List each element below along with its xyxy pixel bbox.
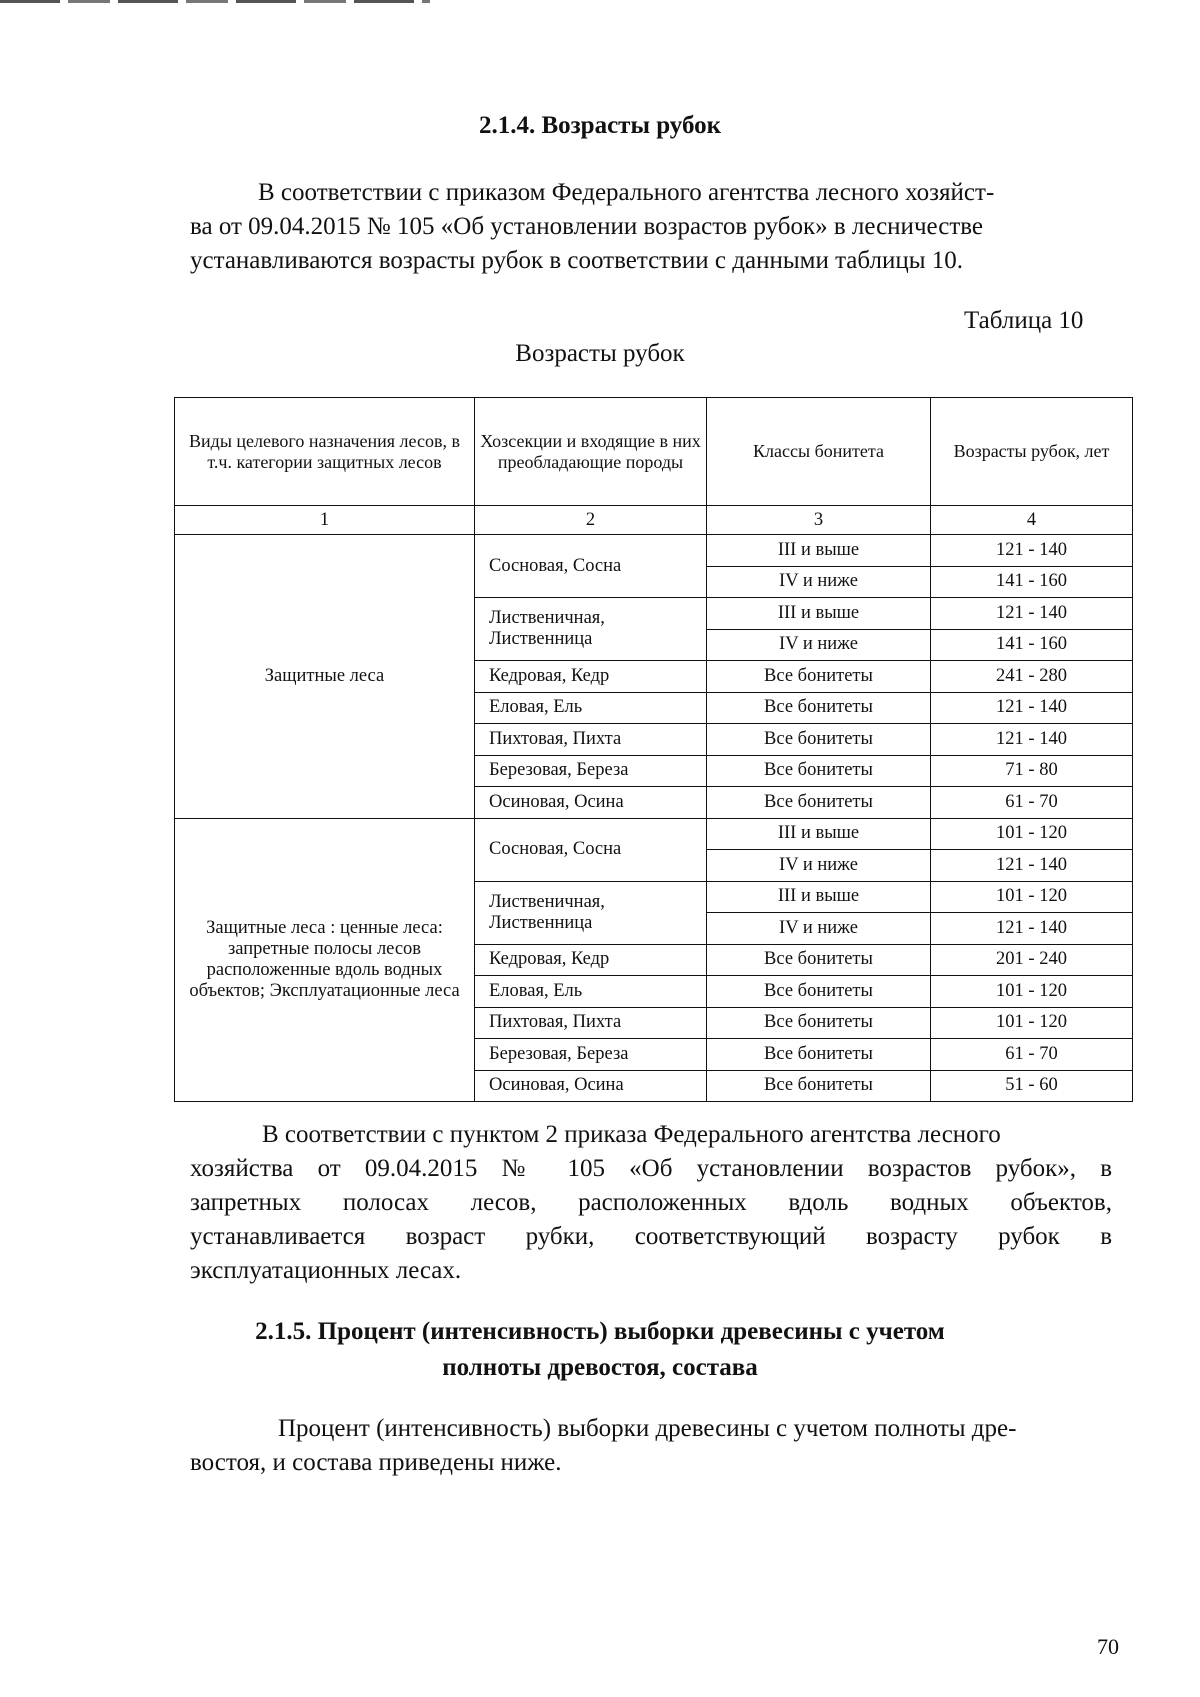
category-cell: Защитные леса — [175, 535, 475, 819]
section-cell: Кедровая, Кедр — [475, 944, 707, 976]
class-cell: Все бонитеты — [707, 755, 931, 787]
age-cell: 101 - 120 — [931, 881, 1133, 913]
class-cell: III и выше — [707, 818, 931, 850]
age-cell: 71 - 80 — [931, 755, 1133, 787]
column-number: 2 — [475, 506, 707, 535]
intro-line-3: устанавливаются возрасты рубок в соответствии с данными таблицы 10. — [190, 247, 964, 274]
age-cell: 121 - 140 — [931, 692, 1133, 724]
class-cell: Все бонитеты — [707, 1070, 931, 1102]
class-cell: IV и ниже — [707, 850, 931, 882]
section-cell: Березовая, Береза — [475, 755, 707, 787]
after-line-5: эксплуатационных лесах. — [190, 1257, 462, 1284]
header-purpose: Виды целевого назначения лесов, в т.ч. категории защитных лесов — [175, 398, 475, 506]
class-cell: IV и ниже — [707, 629, 931, 661]
age-cell: 51 - 60 — [931, 1070, 1133, 1102]
age-cell: 121 - 140 — [931, 913, 1133, 945]
section-cell: Еловая, Ель — [475, 976, 707, 1008]
section-heading-2-1-4: 2.1.4. Возрасты рубок — [478, 112, 722, 139]
intro-line-2: ва от 09.04.2015 № 105 «Об установлении возрастов рубок» в лесничестве — [190, 213, 984, 240]
after-line-4: устанавливается возраст рубки, соответствующий возрасту рубок в — [190, 1223, 1112, 1250]
table-row — [175, 818, 1133, 850]
class-cell: III и выше — [707, 535, 931, 567]
age-cell: 141 - 160 — [931, 629, 1133, 661]
table-number-label: Таблица 10 — [964, 307, 1084, 334]
column-number: 1 — [175, 506, 475, 535]
section-cell: Осиновая, Осина — [475, 1070, 707, 1102]
category-cell: Защитные леса : ценные леса: запретные полосы лесов расположенные вдоль водных объектов; Эксплуатационные леса — [175, 818, 475, 1102]
intro-paragraph — [190, 176, 1110, 278]
class-cell: Все бонитеты — [707, 944, 931, 976]
section-cell: Сосновая, Сосна — [475, 818, 707, 881]
header-age: Возрасты рубок, лет — [931, 398, 1133, 506]
intro-line-1: В соответствии с приказом Федерального агентства лесного хозяйст- — [258, 179, 995, 206]
after-line-1: В соответствии с пунктом 2 приказа Федерального агентства лесного — [262, 1121, 1001, 1148]
table-header-row — [175, 398, 1133, 506]
class-cell: III и выше — [707, 881, 931, 913]
age-cell: 121 - 140 — [931, 724, 1133, 756]
age-cell: 121 - 140 — [931, 535, 1133, 567]
class-cell: IV и ниже — [707, 913, 931, 945]
age-cell: 121 - 140 — [931, 850, 1133, 882]
after-line-3: запретных полосах лесов, расположенных вдоль водных объектов, — [190, 1189, 1112, 1216]
age-cell: 121 - 140 — [931, 598, 1133, 630]
after-table-paragraph — [190, 1118, 1112, 1288]
after-line-2: хозяйства от 09.04.2015 № 105 «Об установлении возрастов рубок», в — [190, 1155, 1112, 1182]
header-sections: Хозсекции и входящие в них преобладающие породы — [475, 398, 707, 506]
page-number: 70 — [1097, 1634, 1119, 1659]
class-cell: Все бонитеты — [707, 692, 931, 724]
section-cell: Сосновая, Сосна — [475, 535, 707, 598]
class-cell: IV и ниже — [707, 566, 931, 598]
class-cell: Все бонитеты — [707, 1039, 931, 1071]
section-cell: Березовая, Береза — [475, 1039, 707, 1071]
table-body — [175, 398, 1133, 1102]
section-cell: Лиственичная, Лиственница — [475, 598, 707, 661]
age-cell: 201 - 240 — [931, 944, 1133, 976]
section-cell: Лиственичная, Лиственница — [475, 881, 707, 944]
scan-edge-marks — [0, 0, 430, 3]
class-cell: Все бонитеты — [707, 724, 931, 756]
column-number: 4 — [931, 506, 1133, 535]
age-cell: 101 - 120 — [931, 818, 1133, 850]
section-cell: Пихтовая, Пихта — [475, 724, 707, 756]
class-cell: Все бонитеты — [707, 787, 931, 819]
age-cell: 61 - 70 — [931, 1039, 1133, 1071]
age-cell: 101 - 120 — [931, 976, 1133, 1008]
class-cell: Все бонитеты — [707, 661, 931, 693]
table-title: Возрасты рубок — [515, 340, 685, 367]
section-cell: Пихтовая, Пихта — [475, 1007, 707, 1039]
class-cell: Все бонитеты — [707, 1007, 931, 1039]
section-cell: Осиновая, Осина — [475, 787, 707, 819]
section-heading-2-1-5-line1: 2.1.5. Процент (интенсивность) выборки древесины с учетом — [255, 1318, 945, 1345]
table-column-numbers-row — [175, 506, 1133, 535]
column-number: 3 — [707, 506, 931, 535]
section-2-1-5-paragraph — [190, 1412, 1112, 1480]
age-cell: 141 - 160 — [931, 566, 1133, 598]
age-cell: 101 - 120 — [931, 1007, 1133, 1039]
class-cell: Все бонитеты — [707, 976, 931, 1008]
section-heading-2-1-5-line2: полноты древостоя, состава — [442, 1354, 758, 1381]
section-cell: Кедровая, Кедр — [475, 661, 707, 693]
age-cell: 61 - 70 — [931, 787, 1133, 819]
section-cell: Еловая, Ель — [475, 692, 707, 724]
header-class: Классы бонитета — [707, 398, 931, 506]
s215-line-2: востоя, и состава приведены ниже. — [190, 1449, 562, 1476]
cutting-ages-table — [174, 397, 1133, 1102]
age-cell: 241 - 280 — [931, 661, 1133, 693]
s215-line-1: Процент (интенсивность) выборки древесины с учетом полноты дре- — [278, 1415, 1017, 1442]
class-cell: III и выше — [707, 598, 931, 630]
table-row — [175, 535, 1133, 567]
